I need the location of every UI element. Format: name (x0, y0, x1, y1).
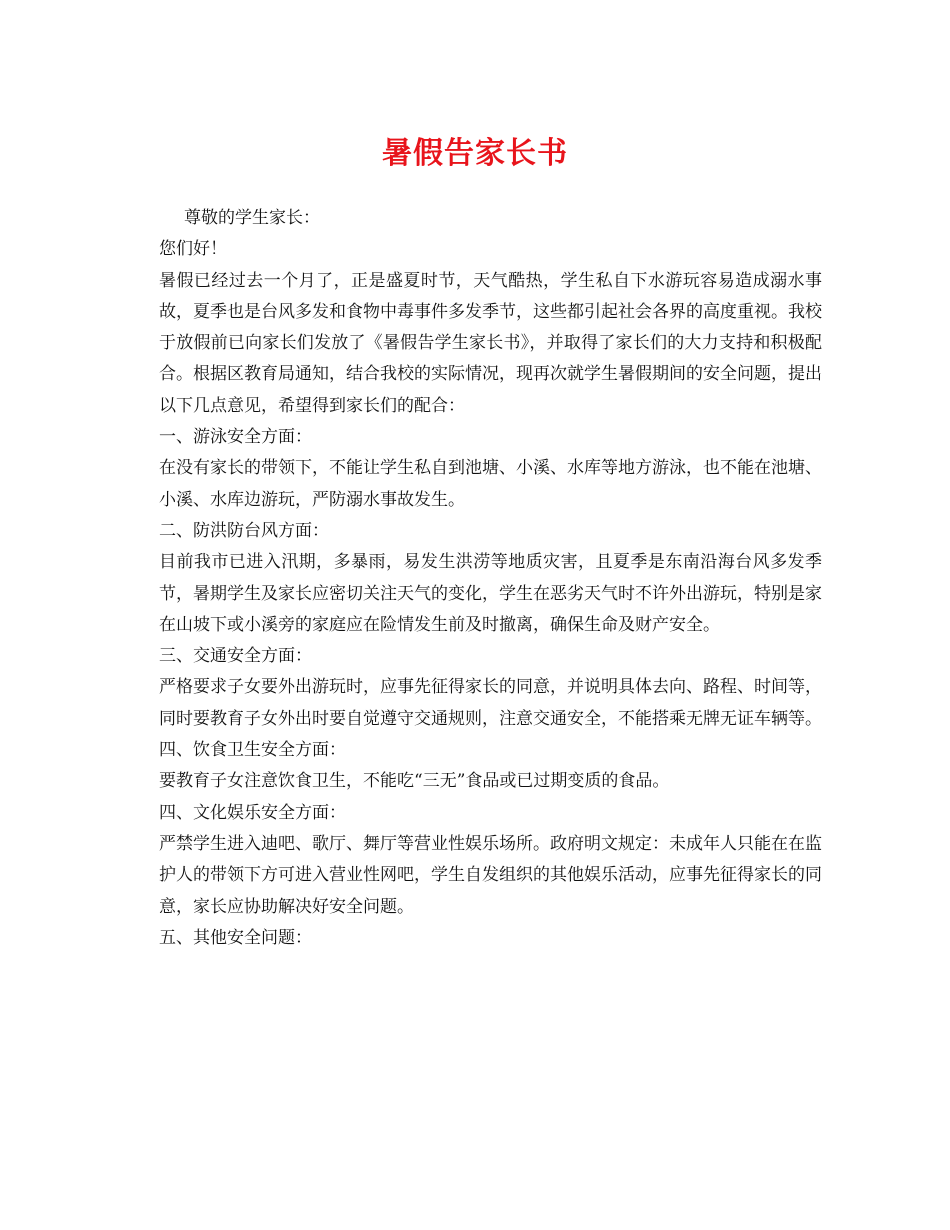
paragraph-9: 严格要求子女要外出游玩时，应事先征得家长的同意，并说明具体去向、路程、时间等，同时要教育子女外出时要自觉遵守交通规则，注意交通安全，不能搭乘无牌无证车辆等。 (159, 677, 822, 729)
page-title: 暑假告家长书 (382, 136, 568, 171)
paragraph-14: 五、其他安全问题： (159, 927, 312, 948)
paragraph-1: 尊敬的学生家长： (184, 208, 320, 228)
paragraph-10: 四、饮食卫生安全方面： (159, 740, 346, 761)
paragraph-5: 在没有家长的带领下，不能让学生私自到池塘、小溪、水库等地方游泳，也不能在池塘、小溪、水库边游玩，严防溺水事故发生。 (159, 458, 822, 510)
paragraph-2: 您们好！ (159, 239, 227, 260)
paragraph-6: 二、防洪防台风方面： (159, 520, 329, 541)
paragraph-7: 目前我市已进入汛期，多暴雨，易发生洪涝等地质灾害，且夏季是东南沿海台风多发季节，暑期学生及家长应密切关注天气的变化，学生在恶劣天气时不许外出游玩，特别是家在山坡下或小溪旁的家庭应在险情发生前及时撤离，确保生命及财产安全。 (159, 552, 822, 635)
paragraph-12: 四、文化娱乐安全方面： (159, 802, 346, 823)
paragraph-3: 暑假已经过去一个月了，正是盛夏时节，天气酷热，学生私自下水游玩容易造成溺水事故，夏季也是台风多发和食物中毒事件多发季节，这些都引起社会各界的高度重视。我校于放假前已向家长们发放了《暑假告学生家长书》，并取得了家长们的大力支持和积极配合。根据区教育局通知，结合我校的实际情况，现再次就学生暑假期间的安全问题，提出以下几点意见，希望得到家长们的配合： (159, 270, 822, 416)
paragraph-8: 三、交通安全方面： (159, 646, 312, 667)
paragraph-11: 要教育子女注意饮食卫生，不能吃“三无”食品或已过期变质的食品。 (159, 771, 670, 792)
paragraph-13: 严禁学生进入迪吧、歌厅、舞厅等营业性娱乐场所。政府明文规定：未成年人只能在在监护人的带领下方可进入营业性网吧，学生自发组织的其他娱乐活动，应事先征得家长的同意，家长应协助解决好安全问题。 (159, 833, 822, 917)
paragraph-4: 一、游泳安全方面： (159, 427, 312, 448)
document-body (142, 203, 822, 954)
